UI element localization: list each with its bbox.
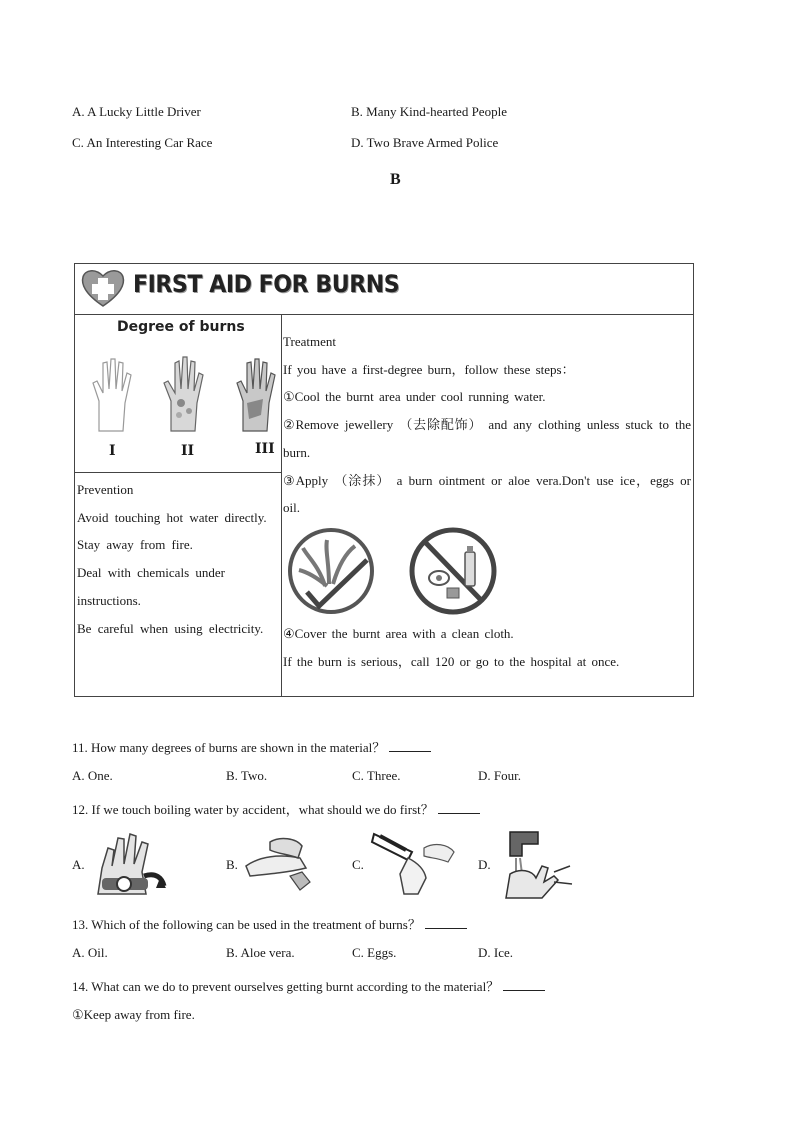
treatment-closing: If the burn is serious，call 120 or go to the hospital at once. [283,653,620,669]
q13-text-line [72,914,467,933]
hand-degree-1-icon [89,353,135,433]
treatment-cell [283,328,691,522]
q11-option-d: D. Four. [478,768,521,783]
q12-option-d: D. [478,857,491,872]
aloe-vera-check-icon [285,526,377,616]
q12-text-line [72,799,480,818]
degree-label-3: III [255,441,275,457]
q12-text: 12. If we touch boiling water by accident，what should we do first？ [72,802,434,817]
q10-option-c: C. An Interesting Car Race [72,135,213,150]
q12-option-a: A. [72,857,85,872]
treatment-step-3: ③Apply （涂抹） a burn ointment or aloe vera.Don't use ice，eggs or oil. [283,472,691,516]
treatment-step-2: ②Remove jewellery （去除配饰） and any clothing unless stuck to the burn. [283,417,691,460]
q12-option-c: C. [352,857,364,872]
q13-option-b: B. Aloe vera. [226,945,295,960]
q13-option-d: D. Ice. [478,945,514,960]
treatment-heading: Treatment [283,334,336,349]
running-water-tap-icon [492,826,578,902]
degree-image-cell [75,315,281,472]
answer-blank[interactable] [389,741,431,752]
answer-blank[interactable] [503,980,545,991]
q11-option-c: C. Three. [352,768,401,783]
q13-option-c: C. Eggs. [352,945,397,960]
degree-label-1: I [109,443,116,459]
answer-blank[interactable] [425,918,467,929]
q11-option-a: A. One. [72,768,113,783]
q11-text-line [72,737,431,756]
no-ice-eggs-oil-icon [407,526,499,616]
medical-heart-icon [79,266,127,310]
apply-ointment-icon [240,832,324,894]
q10-option-a: A. A Lucky Little Driver [72,104,201,119]
q14-text: 14. What can we do to prevent ourselves getting burnt according to the material？ [72,979,500,994]
section-label: B [390,171,401,188]
prevention-line: Deal with chemicals under instructions. [77,565,225,608]
degree-title: Degree of burns [117,319,245,335]
degree-label-2: II [181,443,195,459]
hand-degree-3-icon [233,353,279,433]
remove-watch-icon [88,828,172,898]
treatment-closing-cell [283,620,691,675]
q10-option-d: D. Two Brave Armed Police [351,135,499,150]
q11-option-b: B. Two. [226,768,268,783]
prevention-line: Stay away from fire. [77,537,193,553]
prevention-line: Be careful when using electricity. [77,620,264,636]
treatment-step-1: ①Cool the burnt area under cool running water. [283,389,546,405]
q13-text: 13. Which of the following can be used in the treatment of burns？ [72,917,421,932]
q11-text: 11. How many degrees of burns are shown in the material？ [72,740,386,755]
q13-option-a: A. Oil. [72,945,108,960]
material-title: FIRST AID FOR BURNS [133,270,400,298]
q10-option-b: B. Many Kind-hearted People [351,104,507,119]
prevention-heading: Prevention [77,482,134,497]
hand-degree-2-icon [159,351,209,433]
prevention-line: Avoid touching hot water directly. [77,509,267,525]
answer-blank[interactable] [438,803,480,814]
treatment-intro: If you have a first-degree burn，follow these steps： [283,361,575,377]
q14-text-line [72,976,545,995]
first-aid-table [74,263,694,697]
table-header [75,264,693,315]
treatment-step-4: ④Cover the burnt area with a clean cloth. [283,626,514,641]
q12-option-b: B. [226,857,238,872]
q14-item-1: ①Keep away from fire. [72,1007,195,1022]
cream-tube-icon [368,828,460,898]
prevention-cell [77,476,277,642]
